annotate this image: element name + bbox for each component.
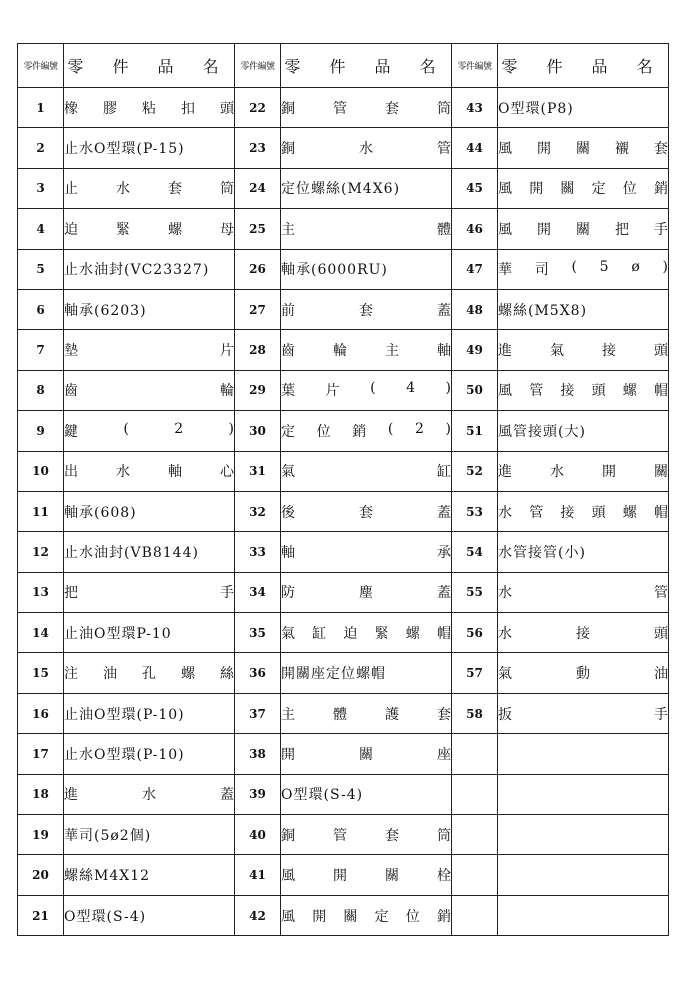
part-name-cell — [64, 815, 235, 855]
part-number-cell: 42 — [235, 895, 281, 935]
part-name: 止水O型環(P-10) — [64, 746, 185, 763]
part-name: 氣 動 油 — [498, 666, 668, 683]
part-name: 銅 水 管 — [281, 141, 451, 158]
table-row — [18, 209, 669, 249]
part-number-cell: 17 — [18, 734, 64, 774]
part-name: 氣 缸 迫 緊 螺 帽 — [281, 625, 451, 642]
table-row — [18, 734, 669, 774]
part-number-cell: 38 — [235, 734, 281, 774]
table-row — [18, 88, 669, 128]
part-name-cell — [64, 289, 235, 329]
part-number-cell: 24 — [235, 168, 281, 208]
part-name: 進 氣 接 頭 — [498, 343, 668, 360]
part-number-cell: 21 — [18, 895, 64, 935]
table-row — [18, 289, 669, 329]
part-number-cell: 30 — [235, 411, 281, 451]
header-part-name: 零 件 品 名 — [498, 44, 669, 88]
part-name-cell — [498, 330, 669, 370]
part-number-cell — [452, 734, 498, 774]
table-row — [18, 451, 669, 491]
part-name-cell — [498, 209, 669, 249]
part-name-cell — [498, 855, 669, 895]
part-number-cell: 29 — [235, 370, 281, 410]
part-name-cell — [281, 249, 452, 289]
part-name: 水 接 頭 — [498, 625, 668, 642]
part-number-cell: 57 — [452, 653, 498, 693]
part-name-cell — [64, 168, 235, 208]
part-number-cell: 8 — [18, 370, 64, 410]
table-row — [18, 613, 669, 653]
part-number-cell: 50 — [452, 370, 498, 410]
part-name-cell — [281, 895, 452, 935]
part-number-cell: 35 — [235, 613, 281, 653]
part-number-cell: 2 — [18, 128, 64, 168]
part-number-cell: 39 — [235, 774, 281, 814]
part-name: 齒 輪 主 軸 — [281, 343, 451, 360]
part-name: 華司(5ø2個) — [64, 827, 152, 844]
part-number-cell: 58 — [452, 693, 498, 733]
part-name: 止水油封(VB8144) — [64, 544, 199, 561]
part-name: 進 水 蓋 — [64, 787, 234, 804]
part-number-cell: 41 — [235, 855, 281, 895]
part-name: 螺絲(M5X8) — [498, 302, 588, 319]
part-name-cell — [64, 411, 235, 451]
part-name-cell — [64, 895, 235, 935]
part-name: 主 體 護 套 — [281, 706, 451, 723]
part-name-cell — [498, 249, 669, 289]
part-name-cell — [64, 572, 235, 612]
header-part-name: 零 件 品 名 — [281, 44, 452, 88]
header-part-number: 零件編號 — [18, 44, 64, 88]
part-name-cell — [281, 209, 452, 249]
part-number-cell: 40 — [235, 815, 281, 855]
part-name-cell — [281, 330, 452, 370]
part-name-cell — [281, 451, 452, 491]
part-number-cell: 13 — [18, 572, 64, 612]
part-number-cell: 19 — [18, 815, 64, 855]
part-number-cell: 37 — [235, 693, 281, 733]
part-name-cell — [281, 774, 452, 814]
part-number-cell: 44 — [452, 128, 498, 168]
parts-body — [18, 88, 669, 936]
part-name-cell — [64, 209, 235, 249]
part-number-cell: 27 — [235, 289, 281, 329]
part-name-cell — [498, 451, 669, 491]
part-number-cell: 43 — [452, 88, 498, 128]
part-name-cell — [281, 411, 452, 451]
part-name: 扳 手 — [498, 706, 668, 723]
part-name: 風管接頭(大) — [498, 423, 586, 440]
part-number-cell: 49 — [452, 330, 498, 370]
header-part-name: 零 件 品 名 — [64, 44, 235, 88]
part-name: 軸承(6203) — [64, 302, 147, 319]
part-name-cell — [498, 653, 669, 693]
part-number-cell: 33 — [235, 532, 281, 572]
part-name-cell — [281, 532, 452, 572]
part-number-cell — [452, 774, 498, 814]
part-name-cell — [498, 88, 669, 128]
header-part-number: 零件編號 — [452, 44, 498, 88]
part-number-cell: 5 — [18, 249, 64, 289]
part-name: 止水油封(VC23327) — [64, 262, 210, 279]
part-name-cell — [498, 370, 669, 410]
part-name-cell — [281, 855, 452, 895]
part-number-cell: 52 — [452, 451, 498, 491]
part-name: 齒 輪 — [64, 383, 234, 400]
part-name: 葉 片 ( 4 ) — [281, 380, 451, 400]
part-name-cell — [281, 289, 452, 329]
part-name-cell — [281, 815, 452, 855]
part-name-cell — [498, 168, 669, 208]
table-row — [18, 895, 669, 935]
part-name: 風 開 關 把 手 — [498, 221, 668, 238]
part-number-cell: 10 — [18, 451, 64, 491]
part-name-cell — [498, 815, 669, 855]
part-name-cell — [498, 289, 669, 329]
table-row — [18, 370, 669, 410]
table-row — [18, 330, 669, 370]
part-name-cell — [64, 249, 235, 289]
part-name: 軸承(6000RU) — [281, 262, 388, 279]
part-name: 橡 膠 粘 扣 頭 — [64, 100, 234, 117]
part-name-cell — [498, 532, 669, 572]
part-number-cell: 47 — [452, 249, 498, 289]
part-name: 水管接管(小) — [498, 544, 586, 561]
part-name: 氣 缸 — [281, 464, 451, 481]
part-name: 前 套 蓋 — [281, 302, 451, 319]
part-name-cell — [498, 128, 669, 168]
part-name-cell — [281, 370, 452, 410]
part-name: 注 油 孔 螺 絲 — [64, 666, 234, 683]
table-row — [18, 572, 669, 612]
part-name-cell — [281, 734, 452, 774]
part-name: 進 水 開 關 — [498, 464, 668, 481]
part-name: 軸承(608) — [64, 504, 137, 521]
part-number-cell — [452, 895, 498, 935]
part-name: 防 塵 蓋 — [281, 585, 451, 602]
part-name: 開 關 座 — [281, 746, 451, 763]
table-row — [18, 168, 669, 208]
part-name: 開關座定位螺帽 — [281, 666, 386, 683]
part-number-cell: 54 — [452, 532, 498, 572]
part-name: 墊 片 — [64, 343, 234, 360]
part-number-cell: 3 — [18, 168, 64, 208]
part-number-cell: 7 — [18, 330, 64, 370]
part-name: 銅 管 套 筒 — [281, 100, 451, 117]
part-name: 銅 管 套 筒 — [281, 827, 451, 844]
part-name-cell — [64, 693, 235, 733]
part-name-cell — [64, 88, 235, 128]
part-name: O型環(P8) — [498, 100, 574, 117]
part-name: 軸 承 — [281, 544, 451, 561]
part-name-cell — [498, 774, 669, 814]
part-name-cell — [64, 451, 235, 491]
parts-table — [17, 43, 669, 936]
part-name-cell — [281, 88, 452, 128]
part-number-cell: 4 — [18, 209, 64, 249]
part-name-cell — [64, 734, 235, 774]
part-name-cell — [64, 613, 235, 653]
table-row — [18, 532, 669, 572]
part-number-cell: 9 — [18, 411, 64, 451]
part-name-cell — [498, 572, 669, 612]
part-number-cell: 56 — [452, 613, 498, 653]
part-number-cell: 55 — [452, 572, 498, 612]
part-name: O型環(S-4) — [64, 908, 147, 925]
part-name: 風 開 關 襯 套 — [498, 141, 668, 158]
part-number-cell: 45 — [452, 168, 498, 208]
table-row — [18, 491, 669, 531]
part-number-cell: 34 — [235, 572, 281, 612]
part-number-cell: 48 — [452, 289, 498, 329]
part-name: 主 體 — [281, 221, 451, 238]
table-row — [18, 411, 669, 451]
part-name: 出 水 軸 心 — [64, 464, 234, 481]
header-row — [18, 44, 669, 88]
part-name: 迫 緊 螺 母 — [64, 221, 234, 238]
table-row — [18, 653, 669, 693]
part-number-cell: 22 — [235, 88, 281, 128]
part-name: 華 司 ( 5 ø ) — [498, 259, 668, 279]
table-row — [18, 855, 669, 895]
part-name: 風 開 關 定 位 銷 — [498, 181, 668, 198]
part-number-cell: 36 — [235, 653, 281, 693]
part-name: 水 管 — [498, 585, 668, 602]
part-number-cell: 28 — [235, 330, 281, 370]
part-name-cell — [64, 653, 235, 693]
part-number-cell: 32 — [235, 491, 281, 531]
part-name-cell — [281, 128, 452, 168]
part-number-cell — [452, 815, 498, 855]
part-name: 止水O型環(P-15) — [64, 141, 185, 158]
part-name-cell — [281, 491, 452, 531]
part-name-cell — [64, 330, 235, 370]
part-name-cell — [281, 693, 452, 733]
part-name-cell — [64, 128, 235, 168]
part-name-cell — [498, 693, 669, 733]
part-number-cell: 25 — [235, 209, 281, 249]
table-row — [18, 693, 669, 733]
part-number-cell: 12 — [18, 532, 64, 572]
part-name: 水 管 接 頭 螺 帽 — [498, 504, 668, 521]
part-name: 螺絲M4X12 — [64, 868, 151, 885]
part-number-cell: 15 — [18, 653, 64, 693]
part-number-cell: 46 — [452, 209, 498, 249]
table-row — [18, 249, 669, 289]
part-name-cell — [281, 168, 452, 208]
part-name-cell — [498, 895, 669, 935]
part-name: 鍵 ( 2 ) — [64, 420, 234, 440]
part-number-cell: 16 — [18, 693, 64, 733]
table-row — [18, 774, 669, 814]
part-name-cell — [498, 411, 669, 451]
part-name-cell — [498, 613, 669, 653]
table-row — [18, 815, 669, 855]
part-name-cell — [281, 653, 452, 693]
part-name: 風 管 接 頭 螺 帽 — [498, 383, 668, 400]
part-name-cell — [64, 370, 235, 410]
part-name: 把 手 — [64, 585, 234, 602]
part-number-cell: 18 — [18, 774, 64, 814]
table-row — [18, 128, 669, 168]
part-number-cell: 51 — [452, 411, 498, 451]
part-number-cell: 14 — [18, 613, 64, 653]
part-name: 止油O型環(P-10) — [64, 706, 185, 723]
part-number-cell: 1 — [18, 88, 64, 128]
part-number-cell: 6 — [18, 289, 64, 329]
part-name: 止 水 套 筒 — [64, 181, 234, 198]
header-part-number: 零件編號 — [235, 44, 281, 88]
part-name: 後 套 蓋 — [281, 504, 451, 521]
part-number-cell: 23 — [235, 128, 281, 168]
part-name: 止油O型環P-10 — [64, 625, 172, 642]
part-name: 風 開 關 定 位 銷 — [281, 908, 451, 925]
part-name-cell — [64, 491, 235, 531]
part-name-cell — [498, 734, 669, 774]
part-name-cell — [281, 613, 452, 653]
part-number-cell: 26 — [235, 249, 281, 289]
part-name-cell — [64, 855, 235, 895]
part-name-cell — [64, 774, 235, 814]
part-number-cell: 31 — [235, 451, 281, 491]
part-number-cell: 11 — [18, 491, 64, 531]
part-number-cell: 20 — [18, 855, 64, 895]
part-number-cell: 53 — [452, 491, 498, 531]
part-number-cell — [452, 855, 498, 895]
part-name-cell — [281, 572, 452, 612]
part-name-cell — [64, 532, 235, 572]
part-name: 定 位 銷 ( 2 ) — [281, 420, 451, 440]
part-name: O型環(S-4) — [281, 787, 364, 804]
part-name-cell — [498, 491, 669, 531]
part-name: 風 開 關 栓 — [281, 868, 451, 885]
part-name: 定位螺絲(M4X6) — [281, 181, 401, 198]
